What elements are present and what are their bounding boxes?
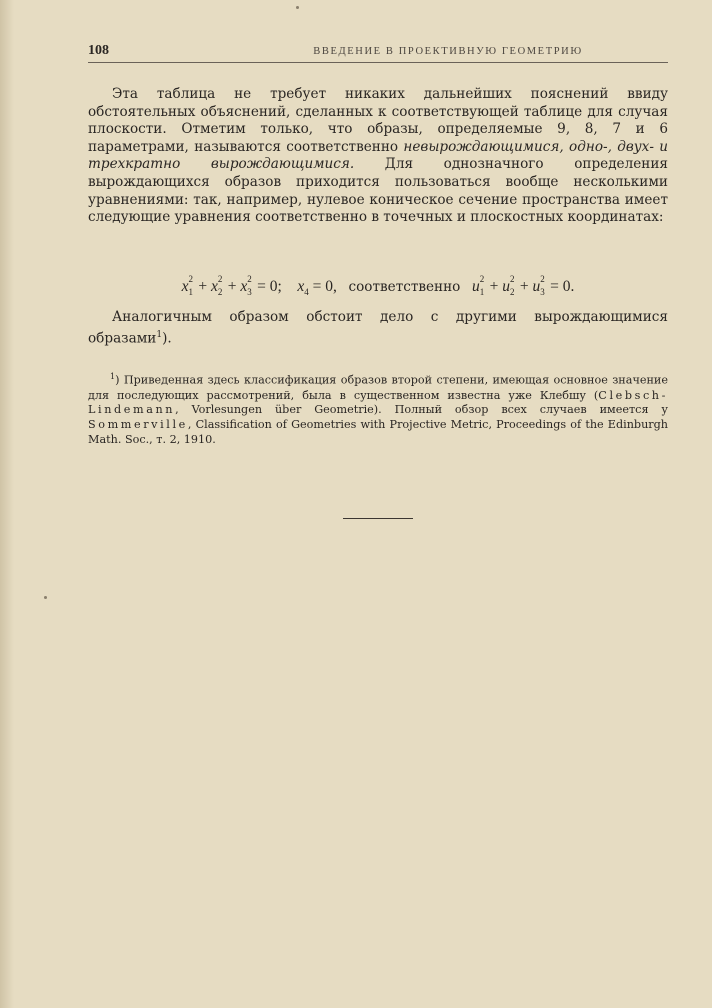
plane-equation: u 2 1 + u 2 2 + u 2 3 = 0.	[471, 274, 575, 297]
paragraph-1	[88, 86, 668, 227]
footnote-reference: 1	[156, 330, 163, 340]
footnote-text-a: ) Приведенная здесь классификация образов второй степени, имеющая основное значение для последующих рассмотрений, была в существенном известна уже Клебшу (	[88, 373, 668, 402]
page-header	[88, 40, 668, 63]
footnote-text-c: , Classification of Geometries with Projective Metric, Proceedings of the Edinburgh Math. Soc., т. 2, 1910.	[88, 418, 668, 446]
point-equation: x 2 1 + x 2 2 + x 2 3 = 0;	[181, 274, 282, 297]
formula-line	[88, 274, 668, 298]
footnote-mark: 1	[110, 372, 116, 381]
paragraph-1-text-a: Эта таблица не требует никаких дальнейших пояснений ввиду обстоятельных объяснений, сделанных к соответствующей таблице для случая плоскости. Отметим только, что образы, определяемые 9, 8, 7 и 6 параметрами, называются соответственно	[88, 86, 668, 155]
paragraph-1-italic-terms: невырождающимися, одно-, двух- и трехкратно вырождающимися.	[88, 138, 668, 173]
paper-speck	[44, 596, 47, 599]
running-head: ВВЕДЕНИЕ В ПРОЕКТИВНУЮ ГЕОМЕТРИЮ	[313, 46, 583, 57]
paragraph-2-end: ).	[162, 330, 172, 347]
paper-speck	[296, 6, 299, 9]
page-number: 108	[88, 43, 109, 58]
end-rule	[343, 518, 413, 519]
x4-equation: $x_4 = 0$,	[297, 278, 337, 298]
paragraph-2	[88, 308, 668, 348]
footnote	[88, 370, 668, 448]
formula-respectively: соответственно	[348, 279, 461, 295]
footnote-author-clebsch: Clebsch-Lindemann	[88, 388, 668, 417]
eq-zero-2: = 0.	[550, 278, 575, 295]
formula-separator: ;	[277, 278, 282, 295]
eq-zero-1: = 0	[257, 278, 278, 295]
page-edge-shadow	[0, 0, 14, 1008]
footnote-text-b: , Vorlesungen über Geometrie). Полный обзор всех случаев имеется у	[175, 403, 668, 417]
x4-eq: = 0,	[312, 278, 337, 295]
paragraph-2-text: Аналогичным образом обстоит дело с другими вырождающимися образами	[88, 309, 668, 347]
paragraph-1-text-b: Для однозначного определения вырождающихся образов приходится пользоваться вообще несколькими уравнениями: так, например, нулевое коническое сечение пространства имеет следующие уравнения соответственно в точечных и плоскостных координатах:	[88, 156, 668, 226]
footnote-author-sommerville: Sommerville	[88, 418, 188, 432]
